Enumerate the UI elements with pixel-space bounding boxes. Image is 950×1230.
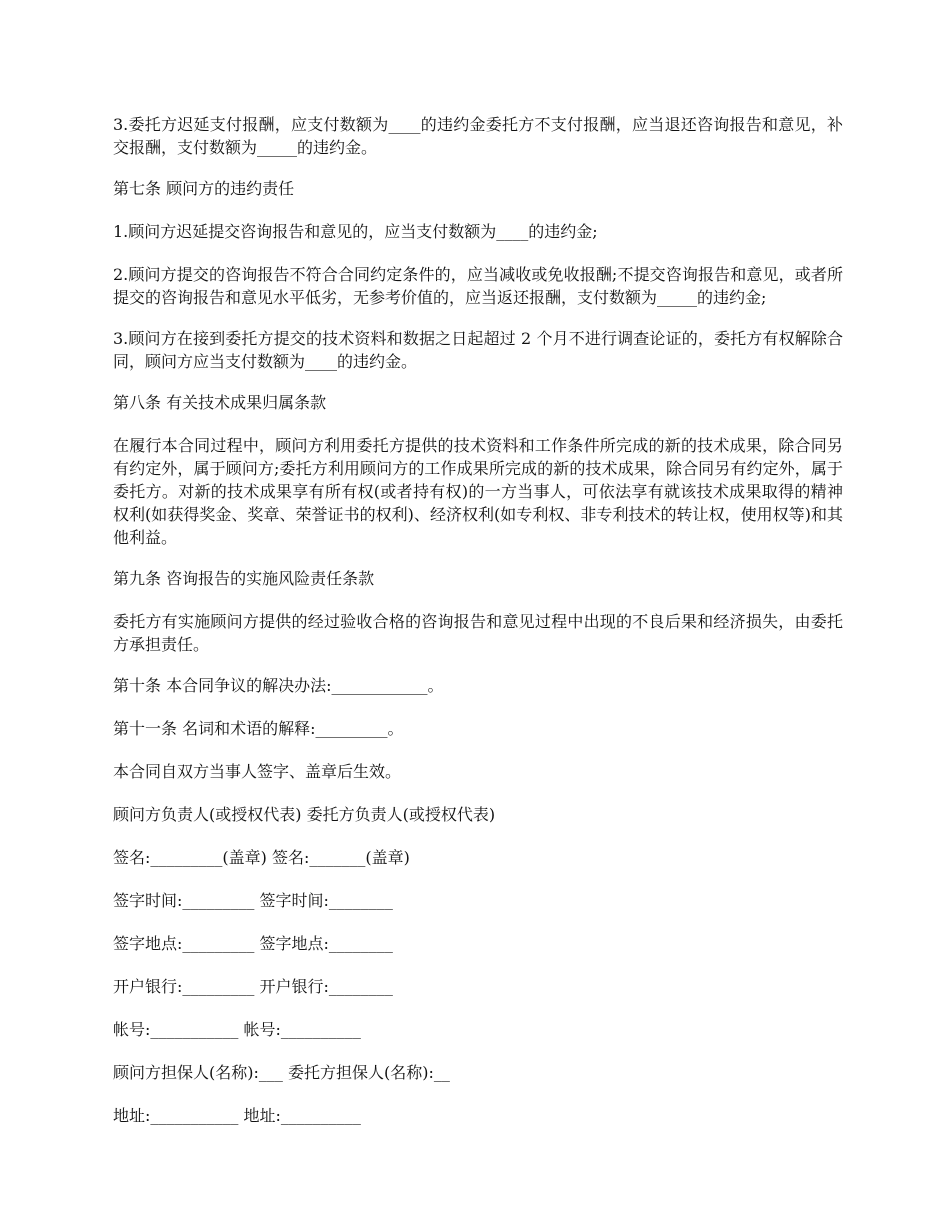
signatory-heading: 顾问方负责人(或授权代表) 委托方负责人(或授权代表) (113, 805, 496, 824)
effective-clause: 本合同自双方当事人签字、盖章后生效。 (113, 762, 402, 781)
signing-time-line: 签字时间:_________ 签字时间:________ (113, 891, 393, 910)
article-9-heading: 第九条 咨询报告的实施风险责任条款 (113, 569, 375, 588)
account-line: 帐号:___________ 帐号:__________ (113, 1020, 361, 1039)
clause-7-item-1: 1.顾问方迟延提交咨询报告和意见的，应当支付数额为____的违约金; (113, 222, 598, 241)
article-7-heading: 第七条 顾问方的违约责任 (113, 179, 295, 198)
bank-line: 开户银行:_________ 开户银行:________ (113, 977, 393, 996)
document-page (113, 113, 843, 1147)
article-8-heading: 第八条 有关技术成果归属条款 (113, 393, 327, 412)
article-10: 第十条 本合同争议的解决办法:____________。 (113, 676, 444, 695)
signing-place-line: 签字地点:_________ 签字地点:________ (113, 934, 393, 953)
clause-6-item-3: 3.委托方迟延支付报酬，应支付数额为____的违约金委托方不支付报酬，应当退还咨询报告和意见，补交报酬，支付数额为_____的违约金。 (113, 115, 843, 157)
article-11: 第十一条 名词和术语的解释:_________。 (113, 719, 404, 738)
signature-line: 签名:_________(盖章) 签名:_______(盖章) (113, 848, 410, 867)
address-line: 地址:___________ 地址:__________ (113, 1106, 361, 1125)
article-9-body: 委托方有实施顾问方提供的经过验收合格的咨询报告和意见过程中出现的不良后果和经济损失，由委托方承担责任。 (113, 612, 843, 654)
clause-7-item-3: 3.顾问方在接到委托方提交的技术资料和数据之日起超过 2 个月不进行调查论证的，委托方有权解除合同，顾问方应当支付数额为____的违约金。 (113, 329, 843, 371)
article-8-body: 在履行本合同过程中，顾问方利用委托方提供的技术资料和工作条件所完成的新的技术成果，除合同另有约定外，属于顾问方;委托方利用顾问方的工作成果所完成的新的技术成果，除合同另有约定外，属于委托方。对新的技术成果享有所有权(或者持有权)的一方当事人，可依法享有就该技术成果取得的精神权利(如获得奖金、奖章、荣誉证书的权利)、经济权利(如专利权、非专利技术的转让权，使用权等)和其他利益。 (113, 436, 843, 547)
clause-7-item-2: 2.顾问方提交的咨询报告不符合合同约定条件的，应当减收或免收报酬;不提交咨询报告和意见，或者所提交的咨询报告和意见水平低劣，无参考价值的，应当返还报酬，支付数额为_____的违约金; (113, 265, 843, 307)
guarantor-line: 顾问方担保人(名称):___ 委托方担保人(名称):__ (113, 1063, 450, 1082)
